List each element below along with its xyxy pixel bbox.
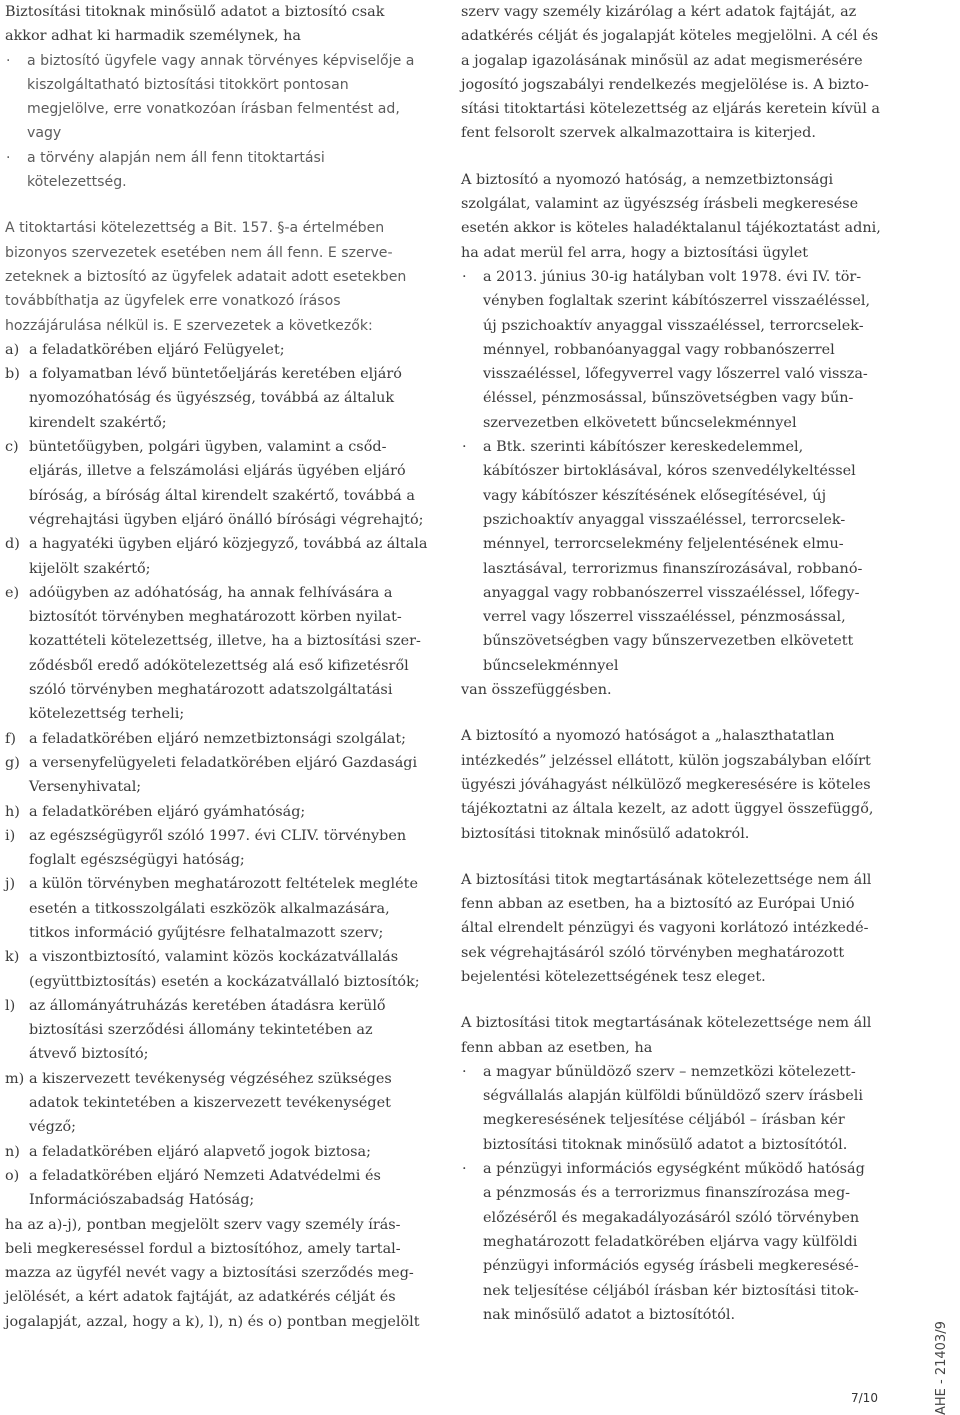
text-line: vagy kábítószer készítésének elősegítésével, új (483, 487, 827, 504)
right-column (461, 0, 886, 1327)
bullet-item (5, 146, 425, 195)
list-item (5, 727, 425, 751)
list-item-continuation: adatok tekintetében a kiszervezett tevékenységet (29, 1095, 391, 1112)
text-line: pszichoaktív anyaggal visszaéléssel, terrorcselek- (483, 511, 846, 528)
urgent-paragraph (461, 724, 886, 845)
list-item (5, 994, 425, 1018)
text-line: van összefüggésben. (461, 682, 612, 699)
text-line: előzéséről és megakadályozásáról szóló törvényben (483, 1209, 860, 1226)
text-span: E szerve- (327, 244, 393, 261)
bullet-item (461, 435, 886, 678)
text-line: megkeresésének teljesítése céljából – írásban kér (483, 1112, 845, 1129)
text-line: a pénzügyi információs egységként működő hatóság (483, 1161, 865, 1178)
list-item-continuation: kijelölt szakértő; (29, 560, 151, 577)
text-line: a törvény alapján nem áll fenn titoktartási (27, 149, 325, 166)
list-item-continuation: foglalt egészségügyi hatóság; (29, 852, 245, 869)
text-line: zeteknek a biztosító az ügyfelek adatait adott esetekben (5, 268, 407, 285)
list-item-continuation: eljárás, illetve a felszámolási eljárás ügyében eljáró (29, 463, 406, 480)
text-line: akkor adhat ki harmadik személynek, ha (5, 28, 301, 45)
text-line: A biztosító a nyomozó hatóságot a „halaszthatatlan (461, 728, 835, 745)
list-item-continuation: biztosítót törvényben meghatározott körben nyilat- (29, 609, 402, 626)
list-item-continuation: titkos információ gyűjtésre felhatalmazott szerv; (29, 924, 384, 941)
text-line: anyaggal vagy robbanószerrel visszaéléssel, lőfegy- (483, 584, 860, 601)
closing-paragraph (5, 1213, 425, 1334)
list-item-label: i) (5, 827, 16, 844)
list-item-text: a feladatkörében eljáró Nemzeti Adatvédelmi és (29, 1167, 381, 1184)
list-item-label: e) (5, 584, 20, 601)
bullet-item (461, 1060, 886, 1157)
text-line: lasztásával, terrorizmus finanszírozásával, robbanó- (483, 560, 863, 577)
text-line: ha az a)-j), pontban megjelölt szerv vagy személy írás- (5, 1216, 401, 1233)
list-item (5, 532, 428, 556)
list-item-continuation: bíróság, a bíróság által kirendelt szakértő, továbbá a (29, 487, 415, 504)
text-line: adatkérés célját és jogalapját köteles megjelölni. A cél és (461, 28, 879, 45)
text-line: a pénzmosás és a terrorizmus finanszírozása meg- (483, 1185, 851, 1202)
document-code: AHE - 21403/9 (934, 1321, 949, 1415)
consent-bullets (5, 49, 425, 195)
list-item-text: a hagyatéki ügyben eljáró közjegyző, továbbá az általa (29, 536, 428, 553)
list-item-label: g) (5, 754, 20, 771)
list-item-continuation: kozattételi kötelezettség, illetve, ha a biztosítási szer- (29, 633, 421, 650)
text-line: ügyészi jóváhagyást nélkülöző megkeresésére is köteles (461, 776, 871, 793)
foreign-request-bullets (461, 1060, 886, 1327)
text-line: szolgálat, valamint az ügyészség írásbeli megkeresése (461, 196, 859, 213)
investigation-paragraph (461, 168, 886, 703)
list-item-continuation: ződésből eredő adókötelezettség alá eső kifizetésről (29, 657, 409, 674)
text-line: ha adat merül fel arra, hogy a biztosítási ügylet (461, 244, 808, 261)
text-span: bizonyos szervezetek esetében nem áll fenn. (5, 244, 324, 261)
text-line: vagy (27, 125, 62, 142)
text-line: esetén akkor is köteles haladéktalanul tájékoztatást adni, (461, 220, 881, 237)
list-item (5, 1140, 425, 1164)
text-line: A titoktartási kötelezettség a Bit. 157. §-a értelmében (5, 220, 385, 237)
list-item-label: f) (5, 730, 16, 747)
list-item-continuation: (együttbiztosítás) esetén a kockázatvállaló biztosítók; (29, 973, 420, 990)
bullet-item (5, 49, 425, 146)
text-line: tájékoztatni az általa kezelt, az adott üggyel összefüggő, (461, 801, 874, 818)
text-line: ségvállalás alapján külföldi bűnüldöző szerv írásbeli (483, 1088, 863, 1105)
list-item (5, 338, 425, 362)
list-item-continuation: végző; (29, 1119, 76, 1136)
text-line: vényben foglaltak szerint kábítószerrel visszaéléssel, (483, 293, 871, 310)
list-item (5, 1164, 425, 1188)
list-item-continuation: Versenyhivatal; (29, 779, 142, 796)
bullet-item (461, 1157, 886, 1327)
text-line: a jogalap igazolásának minősül az adat megismerésére (461, 52, 863, 69)
list-item-label: o) (5, 1167, 20, 1184)
text-line: nek teljesítése céljából írásban kér biztosítási titok- (483, 1282, 859, 1299)
list-item-label: m) (5, 1070, 25, 1087)
list-item-text: a külön törvényben meghatározott feltételek megléte (29, 876, 418, 893)
list-item (5, 581, 425, 605)
text-line: meghatározott feladatkörében eljárva vagy külföldi (483, 1233, 858, 1250)
list-item-continuation: nyomozóhatóság és ügyészség, továbbá az általuk (29, 390, 395, 407)
text-line: biztosítási titoknak minősülő adatot a biztosítótól. (483, 1136, 848, 1153)
list-item-text: büntetőügyben, polgári ügyben, valamint a csőd- (29, 439, 387, 456)
text-line: bejelentési kötelezettségének tesz eleget. (461, 968, 766, 985)
text-line: jelölését, a kért adatok fajtáját, az adatkérés célját és (5, 1289, 396, 1306)
text-line: mazza az ügyfél nevét vagy a biztosítási szerződés meg- (5, 1265, 414, 1282)
bullet-marker: · (6, 52, 11, 69)
bullet-marker: · (462, 268, 467, 285)
text-line: nak minősülő adatot a biztosítótól. (483, 1306, 736, 1323)
eu-sanctions-paragraph (461, 868, 886, 989)
text-line: éléssel, pénzmosással, bűnszövetségben vagy bűn- (483, 390, 854, 407)
text-line (5, 241, 425, 265)
text-line: megjelölve, erre vonatkozóan írásban felmentést ad, (27, 101, 400, 118)
intro-paragraph (5, 0, 425, 49)
list-item-label: c) (5, 439, 19, 456)
text-line: szerv vagy személy kizárólag a kért adatok fajtáját, az (461, 4, 857, 20)
text-line: Biztosítási titoknak minősülő adatot a biztosító csak (5, 4, 385, 20)
list-item (5, 872, 425, 896)
text-line: beli megkereséssel fordul a biztosítóhoz, amely tartal- (5, 1240, 401, 1257)
bullet-marker: · (462, 1161, 467, 1178)
text-line: bűnszövetségben vagy bűnszervezetben elkövetett (483, 633, 854, 650)
list-item-text: a feladatkörében eljáró nemzetbiztonsági szolgálat; (29, 730, 406, 747)
text-line: visszaéléssel, lőfegyverrel vagy lőszerrel való vissza- (483, 366, 868, 383)
text-line: intézkedés” jelzéssel ellátott, külön jogszabályban előírt (461, 752, 871, 769)
bullet-marker: · (462, 439, 467, 456)
list-item-label: k) (5, 949, 20, 966)
list-item-continuation: esetén a titkosszolgálati eszközök alkalmazására, (29, 900, 390, 917)
text-line: jogalapját, azzal, hogy a k), l), n) és o) pontban megjelölt (5, 1313, 420, 1330)
list-item-text: a feladatkörében eljáró Felügyelet; (29, 341, 285, 358)
list-item-text: a viszontbiztosító, valamint közös kockázatvállalás (29, 949, 399, 966)
list-item (5, 1067, 425, 1091)
list-item-label: b) (5, 366, 20, 383)
foreign-request-paragraph (461, 1011, 886, 1327)
list-item (5, 945, 425, 969)
text-line: A biztosító a nyomozó hatóság, a nemzetbiztonsági (461, 171, 834, 188)
list-item-continuation: Információszabadság Hatóság; (29, 1192, 255, 1209)
text-line: jogosító jogszabályi rendelkezés megjelölése is. A bizto- (461, 76, 869, 93)
list-item-text: adóügyben az adóhatóság, ha annak felhívására a (29, 584, 393, 601)
list-item (5, 800, 425, 824)
list-item-text: az egészségügyről szóló 1997. évi CLIV. törvényben (29, 827, 407, 844)
list-item-continuation: kötelezettség terheli; (29, 706, 185, 723)
text-line: a magyar bűnüldöző szerv – nemzetközi kötelezett- (483, 1063, 856, 1080)
list-item-label: d) (5, 536, 20, 553)
text-line: a 2013. június 30-ig hatályban volt 1978. évi IV. tör- (483, 268, 862, 285)
text-line: által elrendelt pénzügyi és vagyoni korlátozó intézkedé- (461, 920, 869, 937)
text-line: új pszichoaktív anyaggal visszaéléssel, terrorcselek- (483, 317, 864, 334)
text-line: A biztosítási titok megtartásának kötelezettsége nem áll (461, 871, 872, 888)
list-item (5, 362, 425, 386)
crime-bullets (461, 265, 886, 678)
list-item-label: h) (5, 803, 20, 820)
continuation-paragraph (461, 0, 886, 146)
left-column (5, 0, 428, 1334)
text-line: hozzájárulása nélkül is. E szervezetek a következők: (5, 317, 373, 334)
list-item-label: a) (5, 341, 20, 358)
text-line: fent felsorolt szervek alkalmazottaira is kiterjed. (461, 125, 816, 142)
list-item-label: n) (5, 1143, 20, 1160)
list-item (5, 435, 425, 459)
text-line: A biztosítási titok megtartásának kötelezettsége nem áll (461, 1015, 872, 1032)
text-line: pénzügyi információs egység írásbeli megkeresésé- (483, 1258, 859, 1275)
text-line: kábítószer birtoklásával, kóros szenvedélykeltéssel (483, 463, 856, 480)
text-line: szervezetben elkövetett bűncselekménnyel (483, 414, 797, 431)
list-item-continuation: végrehajtási ügyben eljáró önálló bírósági végrehajtó; (29, 511, 424, 528)
list-item-text: a kiszervezett tevékenység végzéséhez szükséges (29, 1070, 392, 1087)
text-line: bűncselekménnyel (483, 657, 619, 674)
list-item-text: a versenyfelügyeleti feladatkörében eljáró Gazdasági (29, 754, 418, 771)
text-line: továbbíthatja az ügyfelek erre vonatkozó írásos (5, 293, 341, 310)
list-item-text: a feladatkörében eljáró gyámhatóság; (29, 803, 306, 820)
list-item (5, 751, 425, 775)
text-line: kiszolgáltatható biztosítási titokkört pontosan (27, 76, 349, 93)
text-line: kötelezettség. (27, 174, 127, 191)
list-item-continuation: kirendelt szakértő; (29, 414, 167, 431)
list-item-continuation: átvevő biztosító; (29, 1046, 149, 1063)
list-item-text: a folyamatban lévő büntetőeljárás keretében eljáró (29, 366, 402, 383)
list-item-continuation: biztosítási szerződési állomány tekintetében az (29, 1022, 373, 1039)
list-item (5, 824, 425, 848)
text-line: fenn abban az esetben, ha a biztosító az Európai Unió (461, 896, 855, 913)
text-line: a Btk. szerinti kábítószer kereskedelemmel, (483, 439, 804, 456)
text-line: ménnyel, robbanóanyaggal vagy robbanószerrel (483, 341, 835, 358)
text-line: sítási titoktartási kötelezettség az eljárás keretein kívül a (461, 101, 880, 118)
text-line: sek végrehajtásáról szóló törvényben meghatározott (461, 944, 845, 961)
text-line: ménnyel, terrorcselekmény feljelentésének elmu- (483, 536, 844, 553)
bullet-marker: · (462, 1063, 467, 1080)
list-item-text: az állományátruházás keretében átadásra kerülő (29, 997, 386, 1014)
page-number: 7/10 (851, 1391, 878, 1405)
list-item-label: l) (5, 997, 16, 1014)
bullet-item (461, 265, 886, 435)
text-line: fenn abban az esetben, ha (461, 1039, 653, 1056)
list-item-label: j) (5, 876, 16, 893)
text-line: biztosítási titoknak minősülő adatokról. (461, 825, 750, 842)
list-item-continuation: szóló törvényben meghatározott adatszolgáltatási (29, 682, 393, 699)
bullet-marker: · (6, 149, 11, 166)
exception-paragraph (5, 216, 425, 337)
organization-list (5, 338, 428, 1213)
text-line: verrel vagy lőszerrel visszaéléssel, pénzmosással, (483, 609, 846, 626)
text-line: a biztosító ügyfele vagy annak törvényes képviselője a (27, 52, 415, 69)
list-item-text: a feladatkörében eljáró alapvető jogok biztosa; (29, 1143, 371, 1160)
